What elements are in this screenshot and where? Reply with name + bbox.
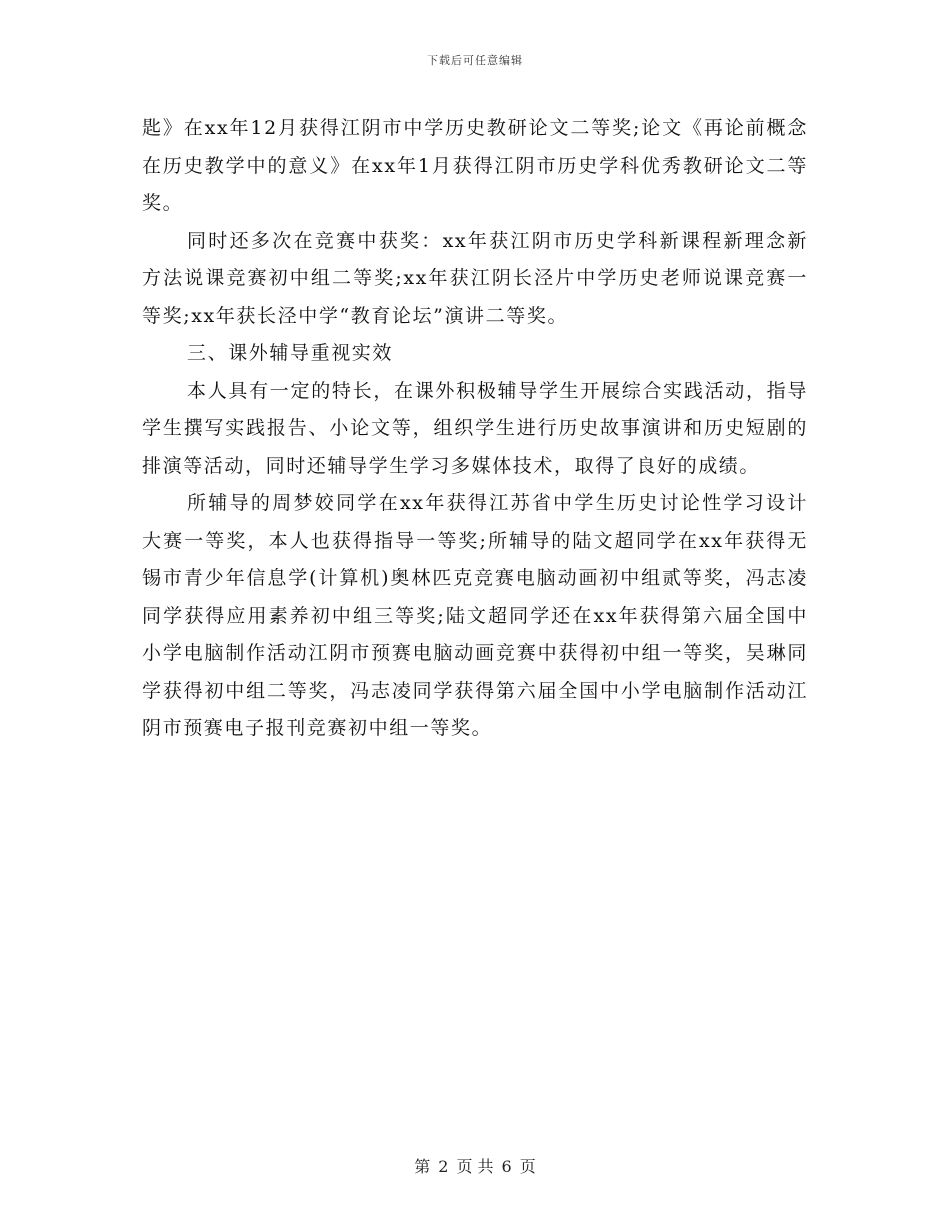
paragraph-extracurricular-activities: 本人具有一定的特长，在课外积极辅导学生开展综合实践活动，指导学生撰写实践报告、小论文等，组织学生进行历史故事演讲和历史短剧的排演等活动，同时还辅导学生学习多媒体技术，取得了良好的成绩。	[142, 379, 808, 477]
page-total-number: 6	[501, 1157, 512, 1176]
paragraph-award-continuation: 匙》在xx年12月获得江阴市中学历史教研论文二等奖;论文《再论前概念在历史教学中的意义》在xx年1月获得江阴市历史学科优秀教研论文二等奖。	[142, 117, 808, 214]
document-body	[142, 110, 808, 748]
page-current-number: 2	[438, 1157, 449, 1176]
paragraph-student-awards: 所辅导的周梦姣同学在xx年获得江苏省中学生历史讨论性学习设计大赛一等奖，本人也获得指导一等奖;所辅导的陆文超同学在xx年获得无锡市青少年信息学(计算机)奥林匹克竞赛电脑动画初中组贰等奖，冯志凌同学获得应用素养初中组三等奖;陆文超同学还在xx年获得第六届全国中小学电脑制作活动江阴市预赛电脑动画竞赛中获得初中组一等奖，吴琳同学获得初中组二等奖，冯志凌同学获得第六届全国中小学电脑制作活动江阴市预赛电子报刊竞赛初中组一等奖。	[142, 492, 808, 739]
section-heading-extracurricular: 三、课外辅导重视实效	[187, 342, 394, 364]
page-label-prefix: 第	[414, 1157, 431, 1176]
page-label-mid: 页 共	[456, 1157, 494, 1176]
page-label-suffix: 页	[519, 1157, 536, 1176]
page-footer	[0, 1154, 950, 1177]
paragraph-competition-awards: 同时还多次在竞赛中获奖：xx年获江阴市历史学科新课程新理念新方法说课竞赛初中组二等奖;xx年获江阴长泾片中学历史老师说课竞赛一等奖;xx年获长泾中学“教育论坛”演讲二等奖。	[142, 229, 808, 327]
page-header: 下载后可任意编辑	[427, 54, 523, 67]
